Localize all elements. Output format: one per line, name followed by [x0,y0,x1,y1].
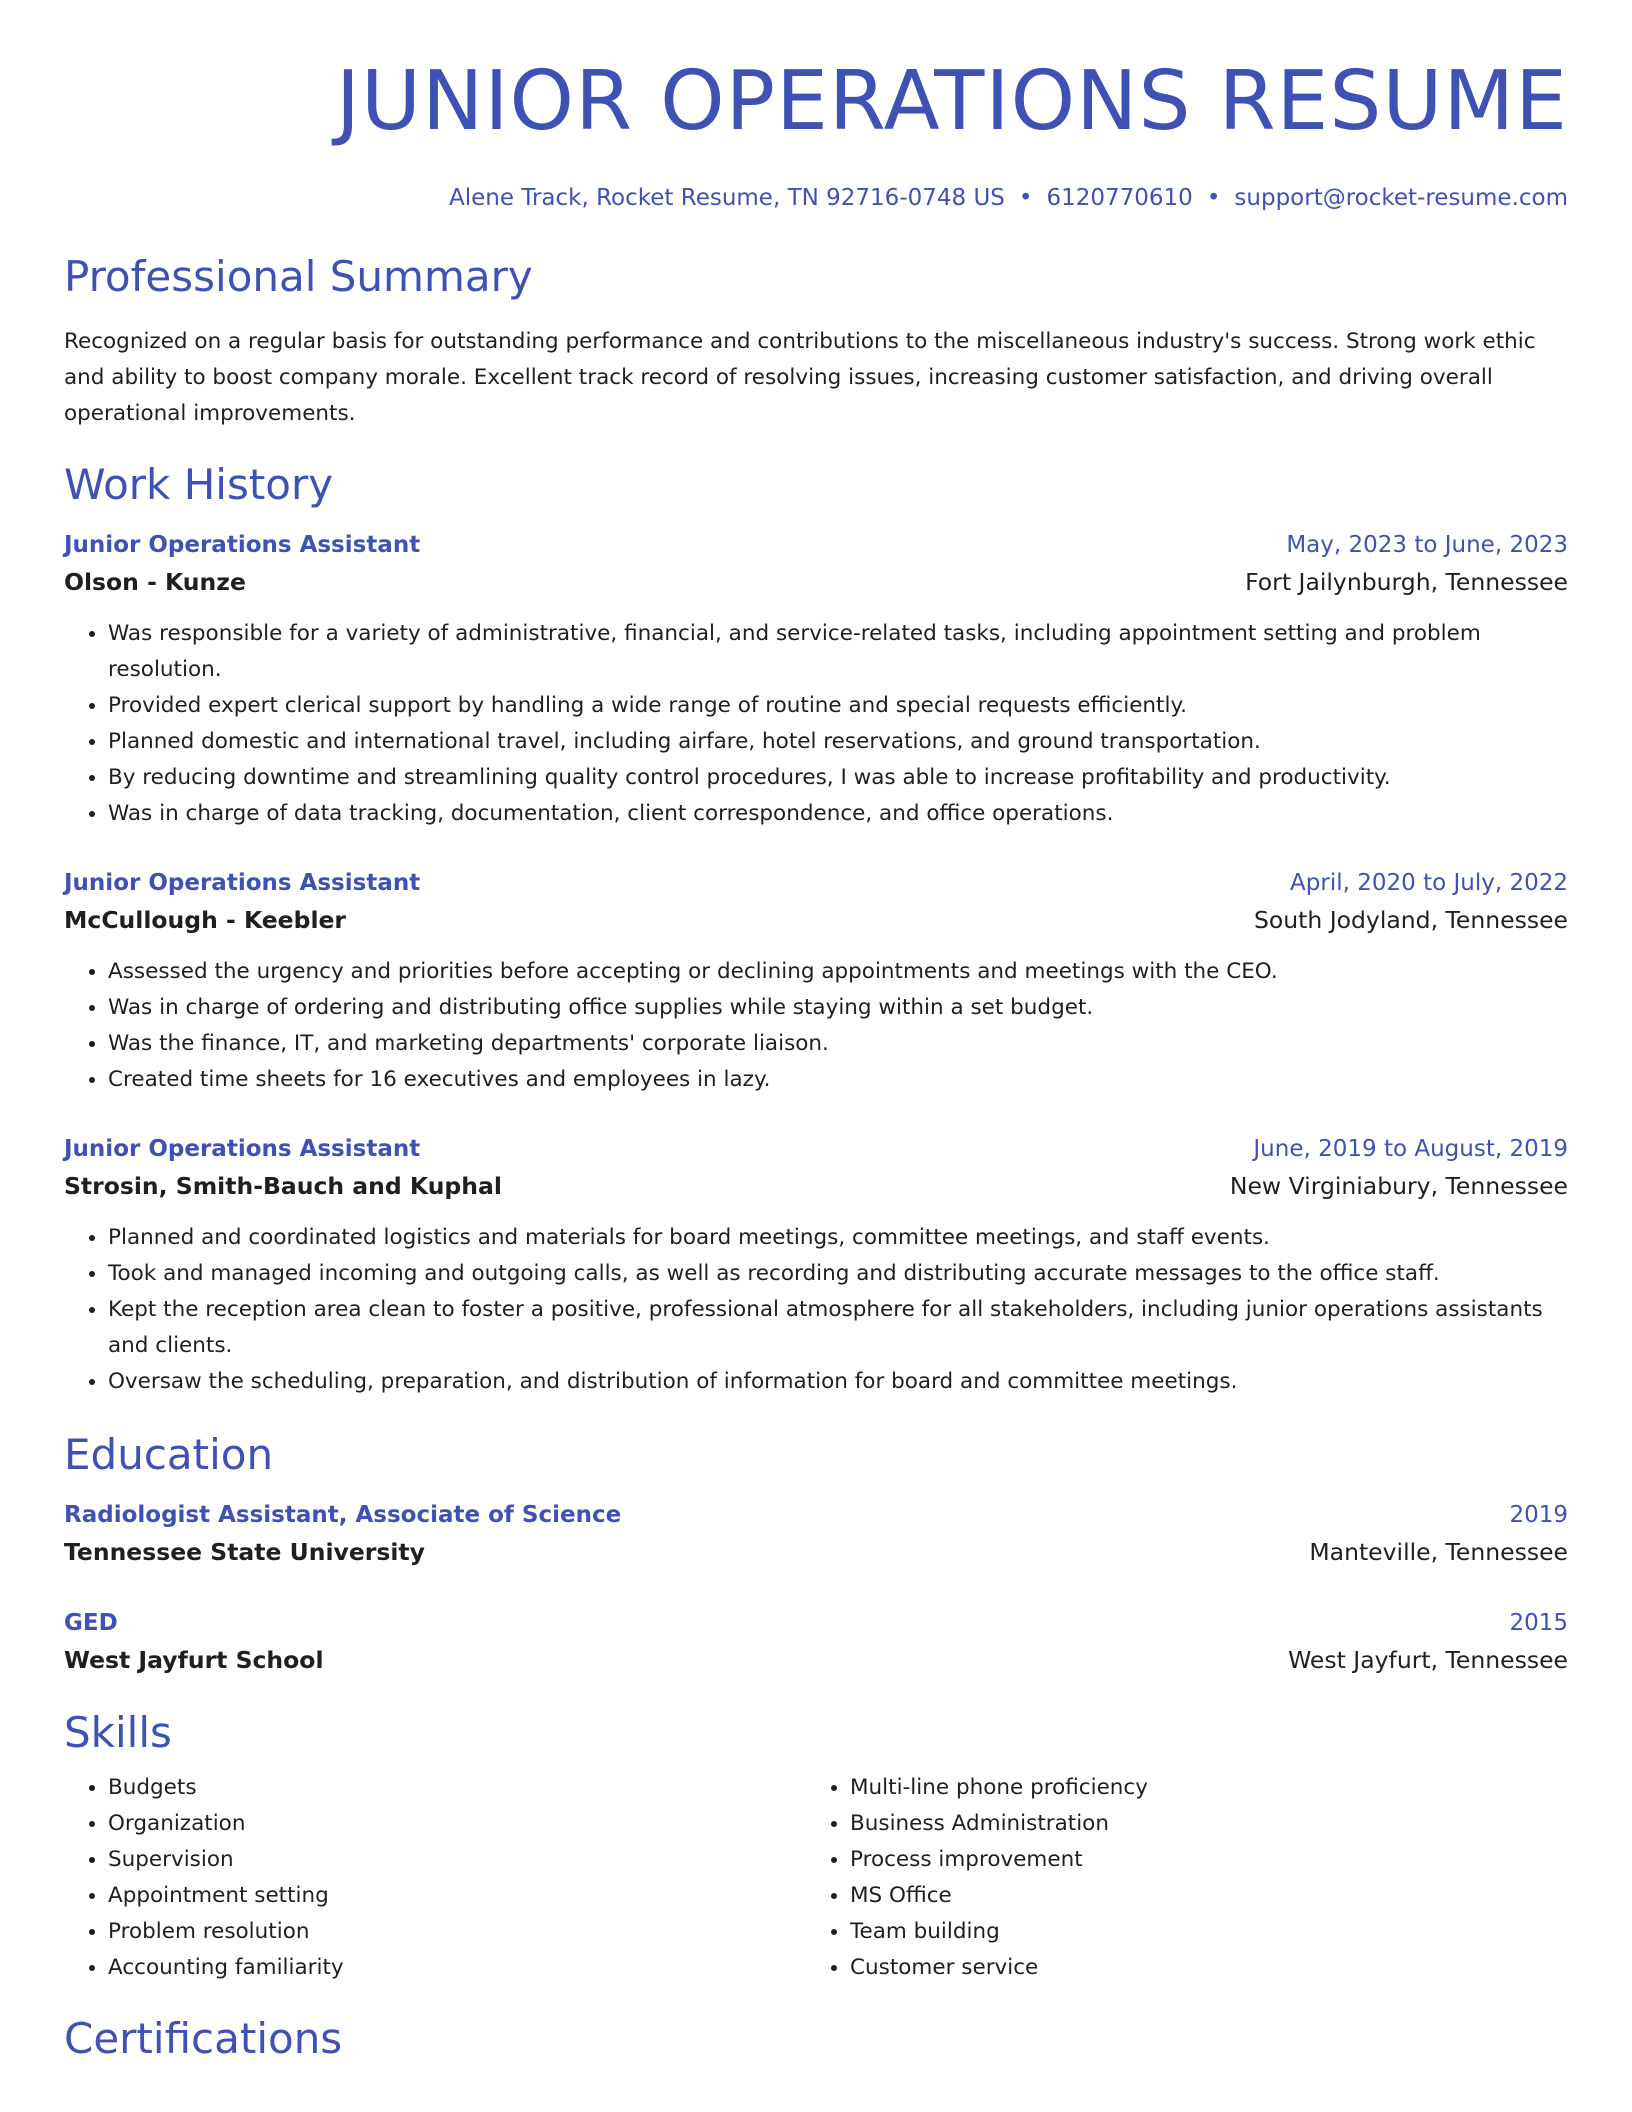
contact-separator: • [1206,185,1221,211]
skill-item: • Multi-line phone proficiency [850,1770,1548,1806]
skill-item: • Supervision [108,1842,806,1878]
summary-heading: Professional Summary [64,252,533,301]
contact-line [64,182,1568,214]
job-location: Fort Jailynburgh, Tennessee [1245,568,1568,596]
education-entry [64,1498,1568,1572]
job-dates: June, 2019 to August, 2019 [1253,1136,1568,1162]
skills-column-left [64,1770,806,1986]
skill-item: • Problem resolution [108,1914,806,1950]
skills-heading: Skills [64,1708,172,1757]
education-school: West Jayfurt School [64,1646,324,1674]
job-company: Strosin, Smith-Bauch and Kuphal [64,1172,502,1200]
bullet-item: • Provided expert clerical support by handling a wide range of routine and special requests efficiently. [108,688,1568,724]
education-location: West Jayfurt, Tennessee [1288,1646,1568,1674]
skills-column-right [806,1770,1548,1986]
education-year: 2015 [1509,1610,1568,1636]
skills-list [64,1770,1568,1986]
job-dates: April, 2020 to July, 2022 [1290,870,1568,896]
skill-item: • Team building [850,1914,1548,1950]
work-history-heading: Work History [64,460,334,509]
skill-item: • Business Administration [850,1806,1548,1842]
education-location: Manteville, Tennessee [1309,1538,1568,1566]
education-year: 2019 [1509,1502,1568,1528]
education-degree: GED [64,1610,118,1636]
skill-item: • Accounting familiarity [108,1950,806,1986]
skill-item: • Customer service [850,1950,1548,1986]
job-entry [64,1132,1568,1400]
contact-email: support@rocket-resume.com [1234,185,1568,211]
job-entry [64,866,1568,1098]
education-heading: Education [64,1430,274,1479]
resume-page [64,0,1568,2064]
bullet-item: • Planned domestic and international travel, including airfare, hotel reservations, and ground transportation. [108,724,1568,760]
education-degree: Radiologist Assistant, Associate of Science [64,1502,622,1528]
skill-item: • Organization [108,1806,806,1842]
contact-separator: • [1018,185,1033,211]
bullet-item: • Planned and coordinated logistics and materials for board meetings, committee meetings, and staff events. [108,1220,1568,1256]
skill-item: • Process improvement [850,1842,1548,1878]
job-bullets [64,616,1568,832]
bullet-item: • Created time sheets for 16 executives and employees in lazy. [108,1062,1568,1098]
bullet-item: • By reducing downtime and streamlining quality control procedures, I was able to increase profitability and productivity. [108,760,1568,796]
job-location: New Virginiabury, Tennessee [1229,1172,1568,1200]
bullet-item: • Was the finance, IT, and marketing departments' corporate liaison. [108,1026,1568,1062]
job-entry [64,528,1568,832]
bullet-item: • Was in charge of ordering and distributing office supplies while staying within a set budget. [108,990,1568,1026]
bullet-item: • Assessed the urgency and priorities before accepting or declining appointments and meetings with the CEO. [108,954,1568,990]
job-title: Junior Operations Assistant [64,870,421,896]
certifications-heading: Certifications [64,2014,343,2063]
education-school: Tennessee State University [64,1538,425,1566]
bullet-item: • Kept the reception area clean to foster a positive, professional atmosphere for all stakeholders, including junior operations assistants and clients. [108,1292,1568,1364]
job-company: McCullough - Keebler [64,906,347,934]
job-location: South Jodyland, Tennessee [1253,906,1568,934]
education-entry [64,1606,1568,1680]
bullet-item: • Was responsible for a variety of administrative, financial, and service-related tasks, including appointment setting and problem resolution. [108,616,1568,688]
summary-text: Recognized on a regular basis for outstanding performance and contributions to the miscellaneous industry's success. Strong work ethic and ability to boost company morale. Excellent track record of resolving issues, increasing customer satisfaction, and driving overall operational improvements. [64,329,1536,426]
job-title: Junior Operations Assistant [64,532,421,558]
job-bullets [64,954,1568,1098]
job-title: Junior Operations Assistant [64,1136,421,1162]
skill-item: • MS Office [850,1878,1548,1914]
skill-item: • Appointment setting [108,1878,806,1914]
contact-phone: 6120770610 [1046,185,1193,211]
resume-title: JUNIOR OPERATIONS RESUME [335,54,1568,149]
job-bullets [64,1220,1568,1400]
bullet-item: • Took and managed incoming and outgoing calls, as well as recording and distributing accurate messages to the office staff. [108,1256,1568,1292]
contact-address: Alene Track, Rocket Resume, TN 92716-0748 US [448,185,1005,211]
skill-item: • Budgets [108,1770,806,1806]
bullet-item: • Oversaw the scheduling, preparation, and distribution of information for board and committee meetings. [108,1364,1568,1400]
job-company: Olson - Kunze [64,568,246,596]
job-dates: May, 2023 to June, 2023 [1286,532,1568,558]
bullet-item: • Was in charge of data tracking, documentation, client correspondence, and office operations. [108,796,1568,832]
